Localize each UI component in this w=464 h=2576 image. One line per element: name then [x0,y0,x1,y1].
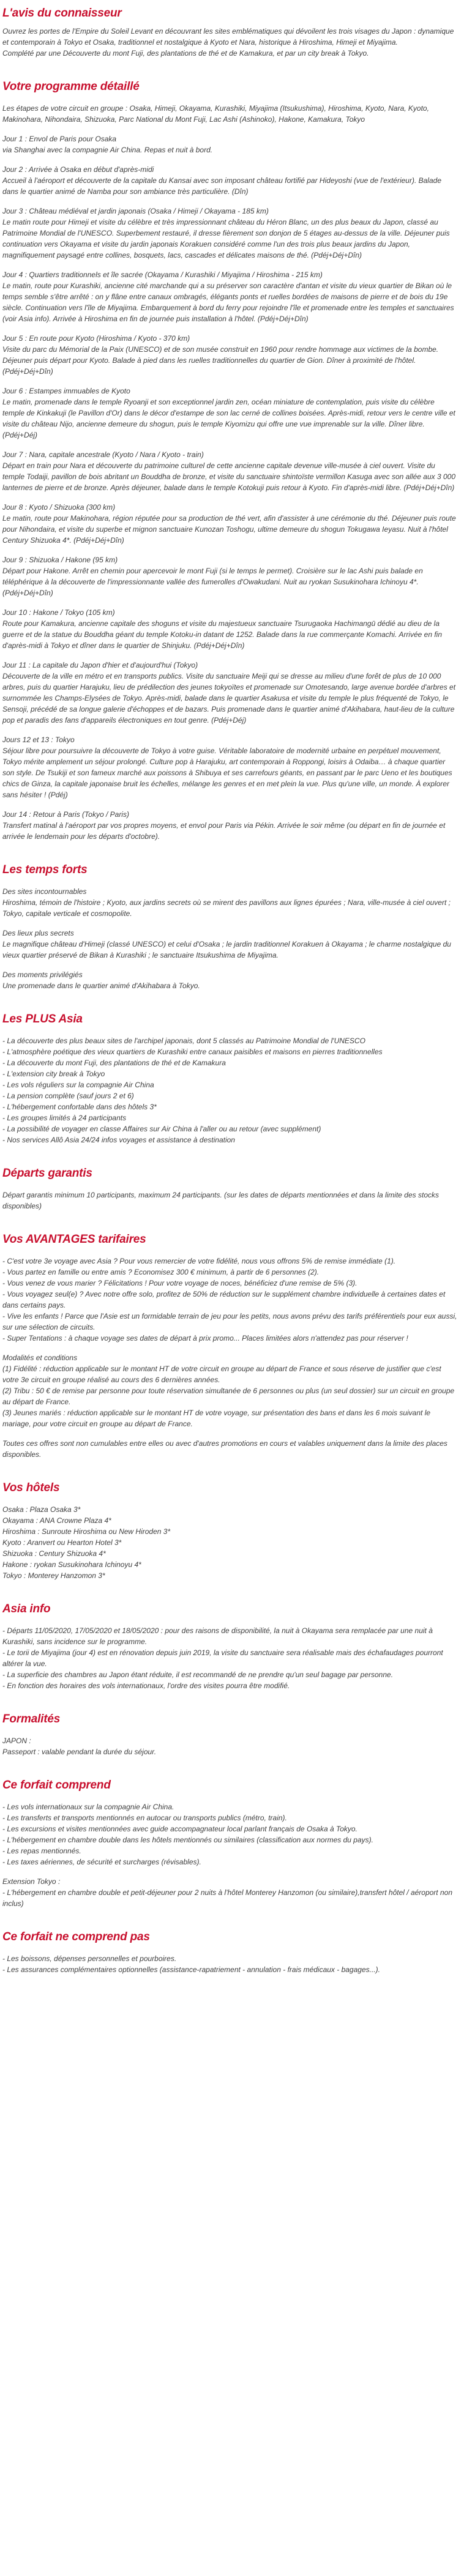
text-line: Jour 9 : Shizuoka / Hakone (95 km) [2,556,118,564]
text-line: Le magnifique château d'Himeji (classé UNESCO) et celui d'Osaka ; le jardin traditionnel Korakuen à Okayama ; le charme nostalgique du vieux quartier préservé de Bikan à Kurashiki ; le sanctuaire Itsukushima de Miyajima. [2,940,451,959]
text-line: Jour 2 : Arrivée à Osaka en début d'après-midi [2,165,154,174]
text-line: Une promenade dans le quartier animé d'Akihabara à Tokyo. [2,981,200,990]
text-line: Découverte de la ville en métro et en transports publics. Visite du sanctuaire Meiji qui se dresse au milieu d'une forêt de plus de 10 000 arbres, puis du quartier Harajuku, lieu de prédilection des jeunes tokyoïtes et promenade sur Omotesando, large avenue bordée d'arbres et surnommée les Champs-Elysées de Tokyo. Après-midi, balade dans le quartier Asakusa et visite du temple le plus fréquenté de Tokyo, le Sensoji, précédé de sa longue galerie d'échoppes et de bazars. Puis promenade dans le quartier animé d'Akihabara, haut-lieu de la culture pop et paradis des fans d'appareils électroniques en tout genre. (Pdéj+Déj) [2,672,456,724]
text-line: Hiroshima, témoin de l'histoire ; Kyoto, aux jardins secrets où se mirent des pavillons aux lignes épurées ; Nara, ville-musée à ciel ouvert ; Tokyo, capitale verticale et cosmopolite. [2,898,451,918]
text-line: Le matin, route pour Kurashiki, ancienne cité marchande qui a su préserver son caractère d'antan et visite du vieux quartier de Bikan où le temps semble s'être arrêté : on y flâne entre canaux ombragés, élégants ponts et ruelles bordées de maisons de pierre et de bois du 19e siècle. Continuation vers l'île de Miyajima. Embarquement à bord du ferry pour rejoindre l'île et promenade entre les temples et sanctuaires (voir Asia info). Arrivée à Hiroshima en fin de journée puis installation à l'hôtel. (Pdéj+Déj+Dîn) [2,281,454,323]
section-les-temps-forts [2,863,462,991]
document [2,6,462,1975]
text-block [2,103,462,125]
text-line: Modalités et conditions [2,1353,78,1362]
text-line: Jour 3 : Château médiéval et jardin japonais (Osaka / Himeji / Okayama - 185 km) [2,207,269,215]
text-line: Tokyo : Monterey Hanzomon 3* [2,1571,105,1580]
text-line: Ouvrez les portes de l'Empire du Soleil Levant en découvrant les sites emblématiques qui dévoilent les trois visages du Japon : dynamique et contemporain à Tokyo et Osaka, traditionnel et nostalgique à Kyoto et Nara, historique à Hiroshima, Himeji et Miyajima. [2,27,454,47]
text-line: Départ pour Hakone. Arrêt en chemin pour apercevoir le mont Fuji (si le temps le permet). Croisière sur le lac Ashi puis balade en téléphérique à la découverte de l'impressionnante vallée des fumerolles d'Owakudani. Nuit au ryokan Susukinohara Ichinoyu 4*. (Pdéj+Déj+Dîn) [2,567,423,597]
text-block [2,1735,462,1757]
text-line: - Départs 11/05/2020, 17/05/2020 et 18/05/2020 : pour des raisons de disponibilité, la nuit à Okayama sera remplacée par une nuit à Kurashiki, sans incidence sur le programme. [2,1626,433,1646]
text-line: - Les vols internationaux sur la compagnie Air China. [2,1803,174,1811]
text-line: - La découverte du mont Fuji, des plantations de thé et de Kamakura [2,1059,226,1067]
text-line: Jour 5 : En route pour Kyoto (Hiroshima / Kyoto - 370 km) [2,334,190,343]
text-line: - L'atmosphère poétique des vieux quartiers de Kurashiki entre canaux paisibles et maisons en pierres traditionnelles [2,1048,383,1056]
text-block [2,1438,462,1460]
text-line: - La possibilité de voyager en classe Affaires sur Air China à l'aller ou au retour (avec supplément) [2,1125,321,1133]
section-ce-forfait-comprend [2,1778,462,1909]
text-line: - Vive les enfants ! Parce que l'Asie est un formidable terrain de jeu pour les petits, nous avons prévu des tarifs préférentiels pour eux aussi, sur une sélection de circuits. [2,1312,457,1331]
text-line: Jour 7 : Nara, capitale ancestrale (Kyoto / Nara / Kyoto - train) [2,450,204,459]
text-block [2,1625,462,1691]
text-line: Hakone : ryokan Susukinohara Ichinoyu 4* [2,1560,141,1569]
text-line: Shizuoka : Century Shizuoka 4* [2,1549,106,1558]
text-line: Jour 4 : Quartiers traditionnels et île sacrée (Okayama / Kurashiki / Miyajima / Hiroshima - 215 km) [2,270,323,279]
text-block [2,269,462,324]
text-line: Des lieux plus secrets [2,929,74,937]
section-title: L'avis du connaisseur [2,7,122,20]
text-line: Transfert matinal à l'aéroport par vos propres moyens, et envol pour Paris via Pékin. Arrivée le soir même (ou départ en fin de journée et arrivée le lendemain pour les départs d'octobre). [2,821,446,841]
section-title: Asia info [2,1603,51,1615]
text-line: - Nos services Allô Asia 24/24 infos voyages et assistance à destination [2,1136,235,1144]
text-block [2,660,462,726]
section-title: Vos hôtels [2,1481,60,1494]
text-line: Toutes ces offres sont non cumulables entre elles ou avec d'autres promotions en cours et valables uniquement dans la limite des places disponibles. [2,1439,447,1459]
section-title: Départs garantis [2,1167,92,1180]
text-line: Jour 11 : La capitale du Japon d'hier et d'aujourd'hui (Tokyo) [2,661,198,669]
text-line: - Vous partez en famille ou entre amis ? Economisez 300 € minimum, à partir de 6 personnes (2). [2,1268,320,1276]
text-line: - Les boissons, dépenses personnelles et pourboires. [2,1954,177,1963]
text-block [2,1189,462,1212]
text-block [2,164,462,197]
text-line: Des moments privilégiés [2,970,83,979]
section-vos-hotels [2,1481,462,1581]
text-line: Le matin route pour Himeji et visite du célèbre et très impressionnant château du Héron Blanc, un des plus beaux du Japon, classé au Patrimoine Mondial de l'UNESCO. Superbement restauré, il dresse fièrement son donjon de 5 étages au-dessus de la ville. Déjeuner puis continuation vers Okayama et visite du jardin japonais Korakuen considéré comme l'un des trois plus beaux jardins du Japon, magnifiquement paysagé entre collines, bosquets, lacs, cascades et délicates maisons de thé. (Pdéj+Déj+Dîn) [2,218,450,259]
text-block [2,502,462,546]
section-ce-forfait-ne-comprend-pas [2,1930,462,1975]
text-block [2,886,462,919]
section-title: Ce forfait comprend [2,1779,111,1792]
section-title: Les PLUS Asia [2,1013,83,1026]
section-vos-avantages-tarifaires [2,1232,462,1460]
section-formalites [2,1712,462,1757]
section-les-plus-asia [2,1012,462,1145]
section-departs-garantis [2,1166,462,1212]
text-line: - Les excursions et visites mentionnées avec guide accompagnateur local parlant français de Osaka à Tokyo. [2,1825,357,1833]
section-title: Formalités [2,1713,61,1725]
text-line: Des sites incontournables [2,887,87,896]
text-line: Kyoto : Aranvert ou Hearton Hotel 3* [2,1538,122,1547]
text-line: via Shanghai avec la compagnie Air China. Repas et nuit à bord. [2,146,213,154]
section-asia-info [2,1602,462,1691]
section-votre-programme-detaille [2,80,462,842]
text-line: - L'hébergement en chambre double et petit-déjeuner pour 2 nuits à l'hôtel Monterey Hanzomon (ou similaire),transfert hôtel / aéroport non inclus) [2,1888,452,1908]
text-line: Jour 14 : Retour à Paris (Tokyo / Paris) [2,810,129,819]
text-block [2,969,462,991]
text-line: Jour 10 : Hakone / Tokyo (105 km) [2,608,115,617]
text-line: Route pour Kamakura, ancienne capitale des shoguns et visite du majestueux sanctuaire Tsurugaoka Hachimangū dédié au dieu de la guerre et de la statue du Bouddha géant du temple Kotoku-in datant de 1252. Balade dans la rue commerçante Komachi. Arrivée en fin d'après-midi à Tokyo et dîner dans le quartier de Shinjuku. (Pdéj+Déj+Dîn) [2,619,443,650]
text-line: Extension Tokyo : [2,1877,61,1886]
text-block [2,607,462,651]
text-block [2,1504,462,1581]
text-block [2,554,462,598]
text-block [2,26,462,59]
text-block [2,1801,462,1867]
text-line: Départ en train pour Nara et découverte du patrimoine culturel de cette ancienne capitale devenue ville-musée à ciel ouvert. Visite du temple Todaiji, pavillon de bois abritant un Bouddha de bronze, et visite du sanctuaire shintoïste vermillon Kasuga avec son allée aux 3 000 lanternes de pierre et de bronze. Après déjeuner, balade dans le temple Kotokuji puis retour à Kyoto. Fin d'après-midi libre. (Pdéj+Déj+Dîn) [2,461,456,492]
text-line: Jour 1 : Envol de Paris pour Osaka [2,135,117,143]
text-line: Osaka : Plaza Osaka 3* [2,1505,81,1514]
text-line: - Les groupes limités à 24 participants [2,1114,127,1122]
text-line: Les étapes de votre circuit en groupe : Osaka, Himeji, Okayama, Kurashiki, Miyajima (Itsukushima), Hiroshima, Kyoto, Nara, Kyoto, Makinohara, Nihondaira, Shizuoka, Parc National du Mont Fuji, Lac Ashi (Ashinoko), Hakone, Kamakura, Tokyo [2,104,429,124]
text-line: Complété par une Découverte du mont Fuji, des plantations de thé et de Kamakura, et par un city break à Tokyo. [2,49,369,58]
text-line: - Vous voyagez seul(e) ? Avec notre offre solo, profitez de 50% de réduction sur le supplément chambre individuelle à certaines dates et dans certains pays. [2,1290,446,1309]
text-block [2,928,462,961]
text-line: (3) Jeunes mariés : réduction applicable sur le montant HT de votre voyage, sur présentation des bans et dans les 6 mois suivant le mariage, pour votre circuit en groupe au départ de France. [2,1409,431,1428]
text-line: - La découverte des plus beaux sites de l'archipel japonais, dont 5 classés au Patrimoine Mondial de l'UNESCO [2,1037,365,1045]
text-block [2,133,462,155]
text-line: - Les assurances complémentaires optionnelles (assistance-rapatriement - annulation - frais médicaux - bagages...). [2,1965,380,1974]
text-line: Jour 6 : Estampes immuables de Kyoto [2,387,130,395]
text-line: Okayama : ANA Crowne Plaza 4* [2,1516,111,1525]
section-l-avis-du-connaisseur [2,6,462,59]
section-title: Ce forfait ne comprend pas [2,1930,150,1943]
text-line: (1) Fidélité : réduction applicable sur le montant HT de votre circuit en groupe au départ de France et sous réserve de justifier que c'est votre 3e circuit en groupe réalisé au cours des 6 dernières années. [2,1364,441,1384]
text-block [2,1256,462,1344]
text-line: Accueil à l'aéroport et découverte de la capitale du Kansai avec son imposant château fortifié par Hideyoshi (vue de l'extérieur). Balade dans le quartier animé de Namba pour son ambiance très particulière. (Dîn) [2,176,441,196]
text-block [2,1953,462,1975]
text-line: - Vous venez de vous marier ? Félicitations ! Pour votre voyage de noces, bénéficiez d'une remise de 5% (3). [2,1279,357,1287]
text-line: (2) Tribu : 50 € de remise par personne pour toute réservation simultanée de 6 personnes ou plus (un seul dossier) sur un circuit en groupe au départ de France. [2,1387,455,1406]
text-block [2,449,462,493]
text-line: - Le torii de Miyajima (jour 4) est en rénovation depuis juin 2019, la visite du sanctuaire sera réalisable mais des échafaudages pourront altérer la vue. [2,1648,443,1668]
text-line: Jour 8 : Kyoto / Shizuoka (300 km) [2,503,116,512]
text-block [2,1876,462,1909]
text-line: - En fonction des horaires des vols internationaux, l'ordre des visites pourra être modifié. [2,1681,290,1690]
text-line: - La pension complète (sauf jours 2 et 6) [2,1092,134,1100]
text-line: - La superficie des chambres au Japon étant réduite, il est recommandé de ne prendre qu'un seul bagage par personne. [2,1670,394,1679]
text-line: Séjour libre pour poursuivre la découverte de Tokyo à votre guise. Véritable laboratoire de modernité urbaine en perpétuel mouvement, Tokyo mérite amplement un séjour prolongé. Culture pop à Harajuku, art contemporain à Roppongi, loisirs à Odaiba… à chaque quartier son style. De Tsukiji et son fameux marché aux poissons à Shibuya et ses carrefours géants, en passant par le parc Ueno et les boutiques chics de Ginza, la capitale japonaise bruit les échelles, mélange les genres et en met plein la vue. Plus qu'une ville, un monde. À explorer sans hésiter ! (Pdéj) [2,746,452,799]
text-line: - Les repas mentionnés. [2,1847,81,1855]
text-line: JAPON : [2,1737,31,1745]
text-line: Le matin, route pour Makinohara, région réputée pour sa production de thé vert, afin d'assister à une cérémonie du thé. Déjeuner puis route pour Nihondaira, et visite du superbe et mignon sanctuaire Kunozan Toshogu, ultime demeure du shogun Tokugawa Ieyasu. Nuit à l'hôtel Century Shizuoka 4*. (Pdéj+Déj+Dîn) [2,514,456,545]
text-block [2,1352,462,1429]
text-block [2,1035,462,1145]
text-line: Visite du parc du Mémorial de la Paix (UNESCO) et de son musée construit en 1960 pour rendre hommage aux victimes de la bombe. Déjeuner puis départ pour Kyoto. Balade à pied dans les ruelles traditionnelles du quartier de Gion. Dîner à proximité de l'hôtel. (Pdéj+Déj+Dîn) [2,345,439,376]
section-title: Votre programme détaillé [2,80,140,93]
text-line: - L'hébergement confortable dans des hôtels 3* [2,1103,157,1111]
text-block [2,333,462,377]
text-line: - Les transferts et transports mentionnés en autocar ou transports publics (métro, train). [2,1814,287,1822]
section-title: Vos AVANTAGES tarifaires [2,1233,146,1246]
text-line: Hiroshima : Sunroute Hiroshima ou New Hiroden 3* [2,1527,171,1536]
text-line: - Les vols réguliers sur la compagnie Air China [2,1081,154,1089]
text-line: - L'extension city break à Tokyo [2,1070,105,1078]
text-line: Le matin, promenade dans le temple Ryoanji et son exceptionnel jardin zen, océan miniature de contemplation, puis visite du célèbre temple de Kinkakuji (le Pavillon d'Or) dans le décor d'estampe de son lac cerné de collines boisées. Après-midi, retour vers le centre ville et visite du château Nijo, ancienne demeure du shogun, puis le temple Kiyomizu qui offre une vue imprenable sur la ville. Dîner libre. (Pdéj+Déj) [2,398,455,439]
text-line: Passeport : valable pendant la durée du séjour. [2,1748,157,1756]
text-block [2,734,462,800]
text-block [2,206,462,261]
text-line: - C'est votre 3e voyage avec Asia ? Pour vous remercier de votre fidélité, nous vous offrons 5% de remise immédiate (1). [2,1257,396,1265]
text-line: - L'hébergement en chambre double dans les hôtels mentionnés ou similaires (classification aux normes du pays). [2,1836,373,1844]
text-line: - Super Tentations : à chaque voyage ses dates de départ à prix promo... Places limitées alors n'attendez pas pour réserver ! [2,1334,408,1342]
text-line: - Les taxes aériennes, de sécurité et surcharges (révisables). [2,1858,201,1866]
text-line: Jours 12 et 13 : Tokyo [2,735,75,744]
text-block [2,385,462,441]
text-line: Départ garantis minimum 10 participants, maximum 24 participants. (sur les dates de départs mentionnées et dans la limite des stocks disponibles) [2,1191,439,1210]
section-title: Les temps forts [2,863,88,876]
text-block [2,809,462,842]
